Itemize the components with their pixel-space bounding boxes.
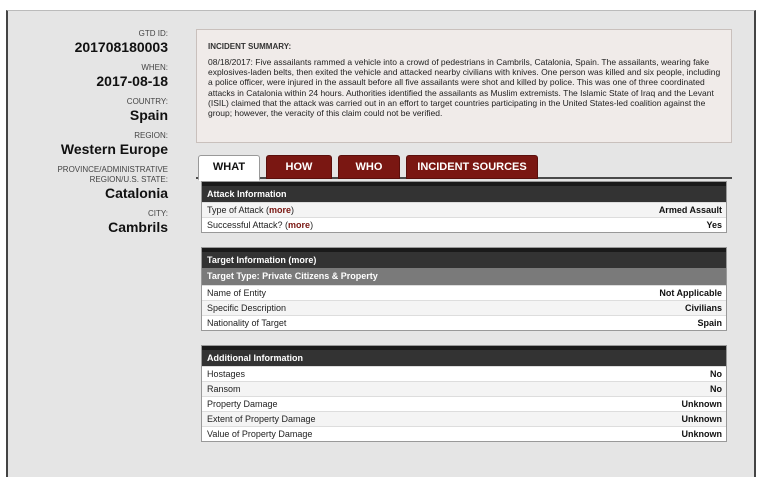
target-rows: [202, 285, 726, 330]
row-value: Unknown: [681, 429, 722, 439]
table-row: [202, 411, 726, 426]
province-value: Catalonia: [104, 185, 168, 201]
row-value: No: [710, 369, 722, 379]
tab-how[interactable]: HOW: [266, 155, 332, 179]
row-label: Name of Entity: [207, 288, 267, 298]
target-info-header: Target Information (more): [202, 248, 726, 268]
region-value: Western Europe: [60, 141, 168, 157]
gtd-id-group: [8, 29, 168, 55]
row-label: Specific Description: [207, 303, 287, 313]
city-label: CITY:: [147, 209, 168, 218]
summary-text: 08/18/2017: Five assailants rammed a vehicle into a crowd of pedestrians in Cambrils, Catalonia, Spain. The assailants, wearing fake explosives-laden belts, then exited the vehicle and attacked nearby civilians with knives. One person was killed and six people, including a police officer, were injured in the assault before all five assailants were shot and killed by police. This was one of three coordinated attacks in Catalonia within 24 hours. Authorities identified the assailants as Muslim extremists. The Islamic State of Iraq and the Levant (ISIL) claimed that the attack was carried out in an effort to target countries participating in the United States-led coalition against the group; however, the veracity of this claim could not be verified.: [208, 57, 721, 119]
successful-attack-value: Yes: [706, 220, 722, 230]
tab-incident-sources[interactable]: INCIDENT SOURCES: [406, 155, 538, 179]
target-more-link[interactable]: more: [291, 255, 314, 265]
region-group: [8, 131, 168, 157]
country-value: Spain: [129, 107, 168, 123]
type-more-link[interactable]: more: [269, 205, 292, 215]
type-of-attack-label: Type of Attack (more): [207, 205, 295, 215]
province-label-1: PROVINCE/ADMINISTRATIVE: [57, 165, 168, 174]
row-value: Not Applicable: [659, 288, 722, 298]
attack-info-header: Attack Information: [202, 182, 726, 202]
row-label: Ransom: [207, 384, 241, 394]
city-value: Cambrils: [108, 219, 168, 235]
row-value: Spain: [697, 318, 722, 328]
region-label: REGION:: [134, 131, 168, 140]
attack-info-panel: [201, 181, 727, 233]
when-label: WHEN:: [141, 63, 168, 72]
table-row: [202, 217, 726, 232]
incident-sidebar: [8, 29, 168, 243]
row-value: Unknown: [681, 399, 722, 409]
row-label: Extent of Property Damage: [207, 414, 316, 424]
country-group: [8, 97, 168, 123]
success-more-link[interactable]: more: [288, 220, 311, 230]
row-value: No: [710, 384, 722, 394]
row-label: Property Damage: [207, 399, 278, 409]
row-label: Nationality of Target: [207, 318, 287, 328]
page-frame: [6, 10, 756, 477]
table-row: [202, 315, 726, 330]
row-value: Unknown: [681, 414, 722, 424]
detail-tabs: [196, 155, 732, 179]
gtd-id-label: GTD ID:: [138, 29, 168, 38]
additional-rows: [202, 366, 726, 441]
table-row: [202, 426, 726, 441]
incident-summary-box: [196, 29, 732, 143]
additional-info-header: Additional Information: [202, 346, 726, 366]
table-row: [202, 300, 726, 315]
row-value: Civilians: [684, 303, 722, 313]
table-row: [202, 396, 726, 411]
type-of-attack-value: Armed Assault: [658, 205, 722, 215]
gtd-id-value: 201708180003: [74, 39, 168, 55]
country-label: COUNTRY:: [126, 97, 168, 106]
table-row: [202, 381, 726, 396]
row-label: Value of Property Damage: [207, 429, 313, 439]
target-info-panel: [201, 247, 727, 331]
table-row: [202, 366, 726, 381]
tab-who[interactable]: WHO: [338, 155, 400, 179]
when-value: 2017-08-18: [96, 73, 168, 89]
summary-title: INCIDENT SUMMARY:: [208, 42, 292, 51]
target-type-subheader: Target Type: Private Citizens & Property: [202, 268, 726, 285]
tab-what[interactable]: WHAT: [198, 155, 260, 181]
when-group: [8, 63, 168, 89]
table-row: [202, 285, 726, 300]
table-row: [202, 202, 726, 217]
province-label-2: REGION/U.S. STATE:: [89, 175, 168, 184]
row-label: Hostages: [207, 369, 246, 379]
additional-info-panel: [201, 345, 727, 442]
city-group: [8, 209, 168, 235]
successful-attack-label: Successful Attack? (more): [207, 220, 314, 230]
province-group: [8, 165, 168, 201]
